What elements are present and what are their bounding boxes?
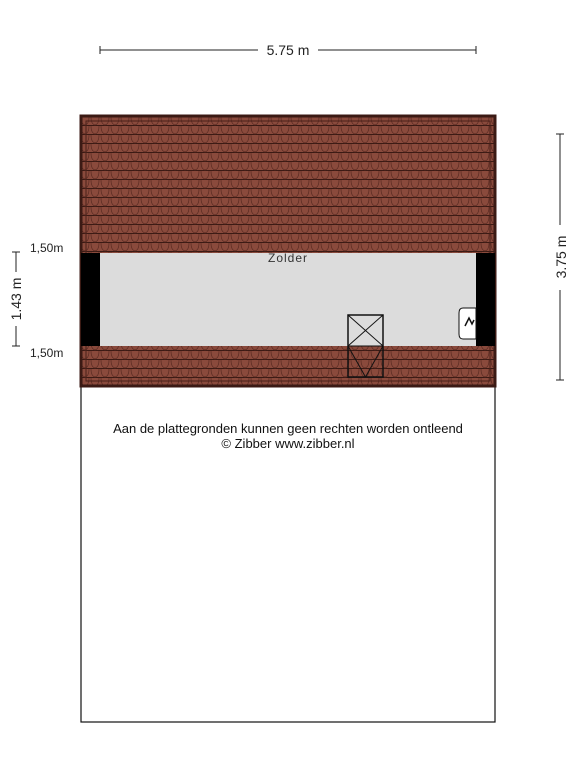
inner-height-label: 1.43 m bbox=[8, 277, 24, 321]
right-wall bbox=[476, 253, 495, 346]
disclaimer bbox=[81, 421, 495, 451]
room-label: Zolder bbox=[267, 251, 309, 265]
left-wall bbox=[81, 253, 100, 346]
height-label: 3.75 m bbox=[553, 235, 569, 279]
inner-height-dimension bbox=[8, 252, 24, 346]
attic-floor bbox=[100, 253, 476, 346]
copyright-line: © Zibber www.zibber.nl bbox=[221, 436, 355, 451]
boiler-icon bbox=[459, 308, 476, 339]
disclaimer-line: Aan de plattegronden kunnen geen rechten worden ontleend bbox=[113, 421, 463, 436]
width-dimension bbox=[100, 42, 476, 58]
height-dimension bbox=[553, 134, 569, 380]
bottom-height-label: 1,50m bbox=[30, 346, 64, 360]
width-label: 5.75 m bbox=[266, 42, 310, 58]
top-height-label: 1,50m bbox=[30, 241, 64, 255]
